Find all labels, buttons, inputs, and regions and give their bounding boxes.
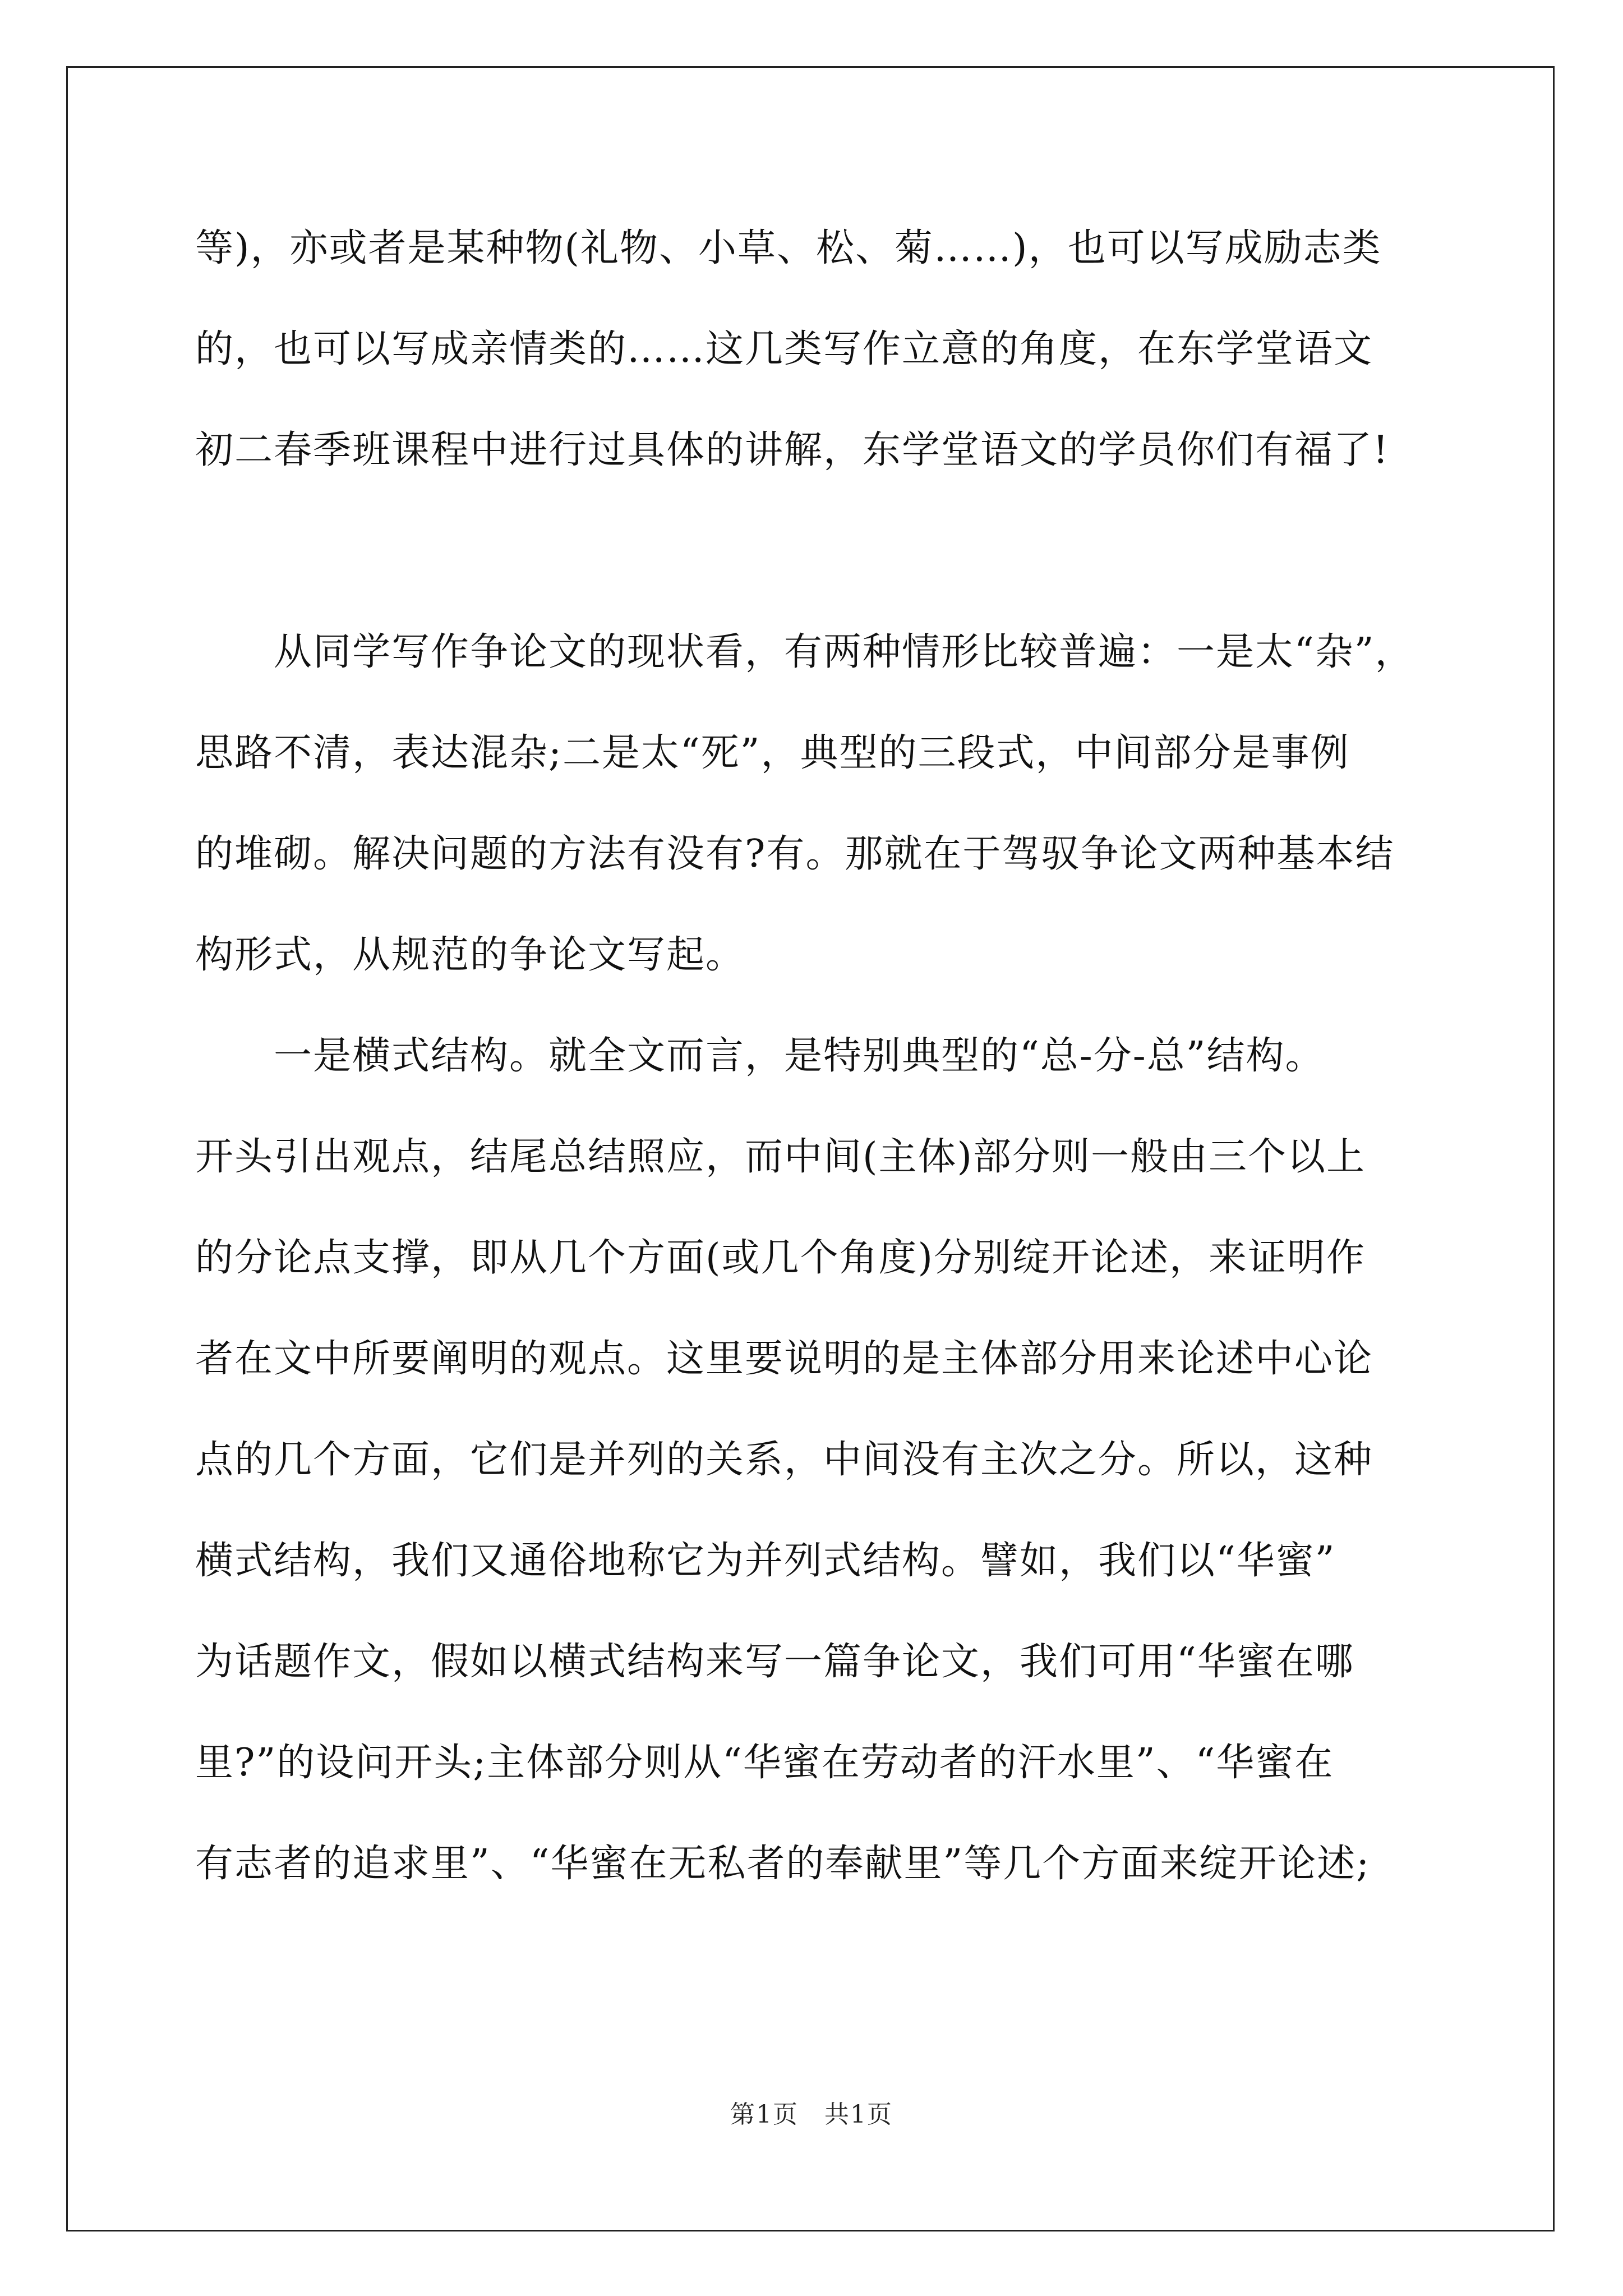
paragraph-3-line-6: 横式结构，我们又通俗地称它为并列式结构。譬如，我们以“华蜜” — [195, 1539, 1336, 1583]
paragraph-3-line-3: 的分论点支撑，即从几个方面(或几个角度)分别绽开论述，来证明作 — [195, 1236, 1366, 1280]
paragraph-3-line-7: 为话题作文，假如以横式结构来写一篇争论文，我们可用“华蜜在哪 — [195, 1640, 1354, 1684]
paragraph-1-line-3: 初二春季班课程中进行过具体的讲解，东学堂语文的学员你们有福了! — [195, 428, 1390, 472]
paragraph-1-line-2: 的，也可以写成亲情类的……这几类写作立意的角度，在东学堂语文 — [195, 327, 1373, 371]
paragraph-1-line-1: 等)，亦或者是某种物(礼物、小草、松、菊……)，也可以写成励志类 — [195, 226, 1382, 270]
paragraph-2-line-4: 构形式，从规范的争论文写起。 — [195, 933, 745, 977]
paragraph-3-line-4: 者在文中所要阐明的观点。这里要说明的是主体部分用来论述中心论 — [195, 1337, 1373, 1381]
paragraph-2-line-3: 的堆砌。解决问题的方法有没有?有。那就在于驾驭争论文两种基本结 — [195, 832, 1395, 876]
paragraph-3-line-8: 里?”的设问开头;主体部分则从“华蜜在劳动者的汗水里”、“华蜜在 — [195, 1741, 1334, 1785]
document-body — [195, 0, 1457, 2296]
paragraph-2-line-1: 从同学写作争论文的现状看，有两种情形比较普遍：一是太“杂”， — [274, 630, 1414, 674]
paragraph-3-line-5: 点的几个方面，它们是并列的关系，中间没有主次之分。所以，这种 — [195, 1438, 1373, 1482]
paragraph-3-line-1: 一是横式结构。就全文而言，是特别典型的“总-分-总”结构。 — [274, 1034, 1325, 1078]
paragraph-2-line-2: 思路不清，表达混杂;二是太“死”，典型的三段式，中间部分是事例 — [195, 731, 1350, 775]
page-number-footer: 第1页 共1页 — [730, 2100, 893, 2129]
paragraph-3-line-2: 开头引出观点，结尾总结照应，而中间(主体)部分则一般由三个以上 — [195, 1135, 1366, 1179]
paragraph-3-line-9: 有志者的追求里”、“华蜜在无私者的奉献里”等几个方面来绽开论述; — [195, 1842, 1371, 1886]
